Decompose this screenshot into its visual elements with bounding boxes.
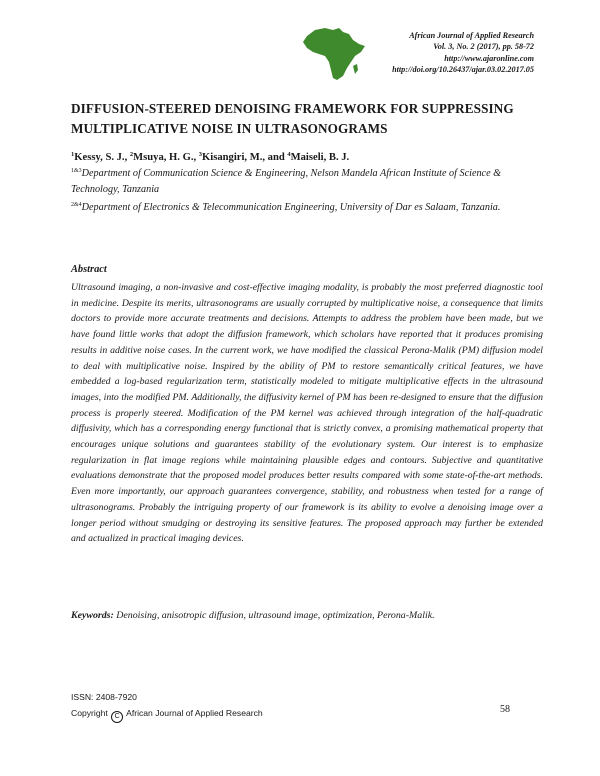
author-1-sup: 1 <box>71 151 75 158</box>
journal-website-link[interactable]: http://www.ajaronline.com <box>444 53 534 63</box>
title-line-1: DIFFUSION-STEERED DENOISING FRAMEWORK FOR SUPPRESSING <box>71 101 514 116</box>
affiliation-1-text: Department of Communication Science & Engineering, Nelson Mandela African Institute of Science & Technology, Tanzania <box>71 168 502 195</box>
keywords-text: Denoising, anisotropic diffusion, ultrasound image, optimization, Perona-Malik. <box>113 610 435 621</box>
keywords-label: Keywords: <box>71 610 114 621</box>
affiliation-2-sup: 2&4 <box>71 202 82 208</box>
page-number: 58 <box>500 704 510 715</box>
author-1-name: Kessy, S. J., <box>74 152 130 163</box>
copyright-holder: African Journal of Applied Research <box>126 708 263 718</box>
page-footer <box>71 689 263 723</box>
author-2-name: Msuya, H. G., <box>133 152 199 163</box>
title-line-2: MULTIPLICATIVE NOISE IN ULTRASONOGRAMS <box>71 121 388 136</box>
copyright-prefix: Copyright <box>71 708 108 718</box>
journal-header <box>392 30 534 75</box>
author-2-sup: 2 <box>129 151 134 158</box>
keywords <box>71 610 543 621</box>
copyright-icon: C <box>111 711 123 723</box>
affiliation-1 <box>71 163 541 198</box>
issn: ISSN: 2408-7920 <box>71 692 137 702</box>
journal-volume: Vol. 3, No. 2 (2017), pp. 58-72 <box>433 42 534 52</box>
affiliation-2-text: Department of Electronics & Telecommunication Engineering, University of Dar es Salaam, Tanzania. <box>81 202 501 213</box>
author-4-name: Maiseli, B. J. <box>290 152 350 163</box>
author-4-sup: 4 <box>287 151 291 158</box>
abstract-body: Ultrasound imaging, a non-invasive and cost-effective imaging modality, is probably the most preferred diagnostic tool in medicine. Despite its merits, ultrasonograms are usually corrupted by multiplicative noise, a consequence that limits doctors to provide more accurate treatments and decisions. Attempts to address the problem have been made, but we have found little works that adopt the diffusion framework, which scholars have reported that it produces promising results in additive noise cases. In the current work, we have modified the classical Perona-Malik (PM) diffusion model to deal with multiplicative noise. Inspired by the ability of PM to restore semantically critical features, we have embedded a log-based regularization term, statistically modeled to mitigate multiplicative effects in the ultrasound images, into the modified PM. Additionally, the diffusivity kernel of PM has been re-designed to ensure that the diffusion process is properly steered. Modification of the PM kernel was achieved through integration of the half-quadratic diffusivity, which has a corresponding energy functional that is strictly convex, a promising mathematical property that encourages unique solutions and guarantees stability of the evolutionary system. Our interest is to emphasize regularization in flat image regions while maintaining plausible edges and contours. Subjective and quantitative evaluations demonstrate that the proposed model produces better results compared with some state-of-the-art methods. Even more importantly, our approach guarantees convergence, stability, and robustness when tested for a range of ultrasonograms. Probably the intriguing property of our framework is its ability to evolve a denoising image over a longer period without smudging or destroying its sensitive features. The proposed approach may further be extended and actualized in practical imaging devices. <box>71 282 543 545</box>
author-3-name: Kisangiri, M., and <box>202 152 288 163</box>
journal-doi-link[interactable]: http://doi.org/10.26437/ajar.03.02.2017.05 <box>392 64 534 74</box>
affiliation-1-sup: 1&3 <box>71 168 82 174</box>
affiliation-2 <box>71 197 541 216</box>
abstract-heading: Abstract <box>71 264 107 275</box>
journal-name: African Journal of Applied Research <box>409 31 534 40</box>
author-list <box>71 151 349 163</box>
copyright-line <box>71 705 263 723</box>
author-3-sup: 3 <box>198 151 203 158</box>
africa-map-logo-icon <box>295 22 369 84</box>
paper-title <box>71 99 541 139</box>
